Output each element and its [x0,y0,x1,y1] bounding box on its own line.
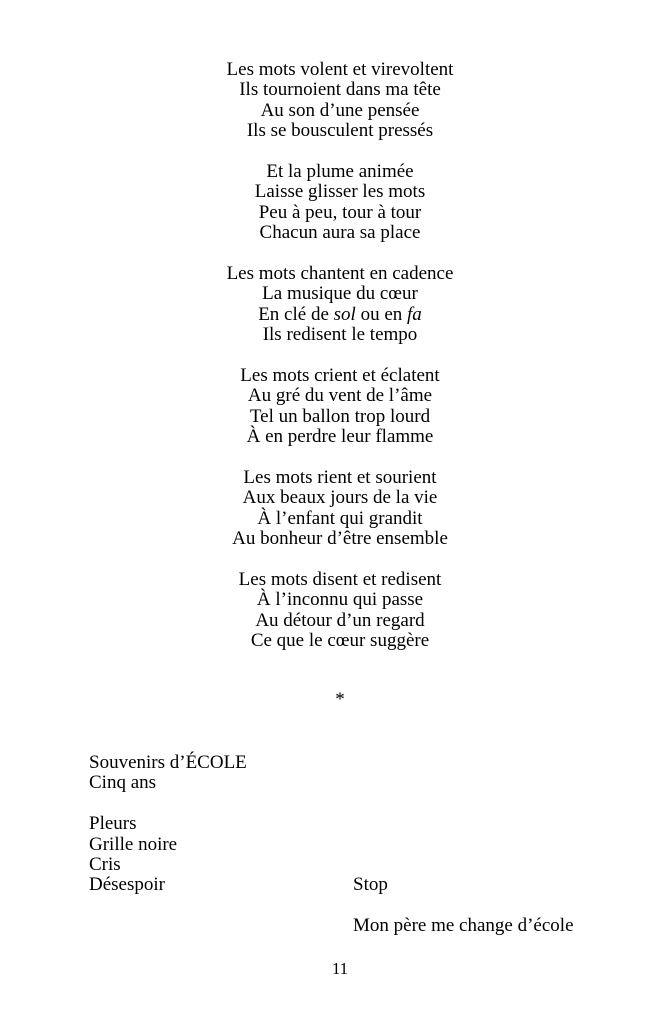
poem-line: À en perdre leur flamme [246,426,434,448]
poem-line: Au détour d’un regard [255,609,425,631]
stanza-1 [0,60,650,142]
poem-line: Cris [89,854,121,876]
poem-line: Les mots chantent en cadence [226,263,454,285]
stanza-6 [0,570,650,652]
poem [0,60,650,672]
poem-line: Laisse glisser les mots [254,181,426,203]
poem-line: Ils se bousculent pressés [246,120,434,142]
poem-line: Les mots volent et virevoltent [226,59,454,80]
poem-line: Ils tournoient dans ma tête [239,79,441,101]
stanza-2 [0,162,650,244]
poem-line: Au gré du vent de l’âme [247,385,433,407]
mixed-text: En clé de [258,303,334,325]
page-number: 11 [331,959,349,978]
poem-line: Chacun aura sa place [259,222,421,244]
stanza-5 [0,468,650,550]
section-separator: * [335,689,345,710]
poem-line: Ils redisent le tempo [262,324,418,346]
poem-line: Et la plume animée [266,161,414,183]
poem-line: Au bonheur d’être ensemble [232,528,448,550]
poem-line: Mon père me change d’école [353,914,574,936]
stanza-3 [0,264,650,346]
poem-line: Peu à peu, tour à tour [258,201,422,223]
stanza-gap [353,895,574,915]
poem-line-mixed [0,305,650,325]
italic-word: sol [333,303,356,325]
poem-line: Stop [353,874,388,895]
poem-line: Grille noire [89,833,178,855]
stanza-gap [89,794,247,814]
poem-line: Les mots disent et redisent [238,569,442,591]
poem-line: Aux beaux jours de la vie [242,487,438,509]
poem-line: Les mots crient et éclatent [240,365,440,387]
poem-line: Désespoir [89,874,165,896]
poem-line: La musique du cœur [262,283,418,305]
italic-word: fa [407,303,422,325]
stanza-4 [0,366,650,448]
poem-section [89,753,247,896]
poem-right-column [353,875,574,936]
poem-line: Pleurs [89,813,137,835]
poem-line: Les mots rient et sourient [243,467,437,489]
poem-line: Au son d’une pensée [260,99,420,121]
poem-line: Ce que le cœur suggère [250,630,430,652]
poem-line: Tel un ballon trop lourd [249,405,431,427]
section-subtitle: Cinq ans [89,772,157,794]
mixed-text: ou en [355,303,408,325]
poem-line: À l’inconnu qui passe [256,589,424,611]
section-title: Souvenirs d’ÉCOLE [89,752,247,773]
poem-line: À l’enfant qui grandit [257,507,423,529]
